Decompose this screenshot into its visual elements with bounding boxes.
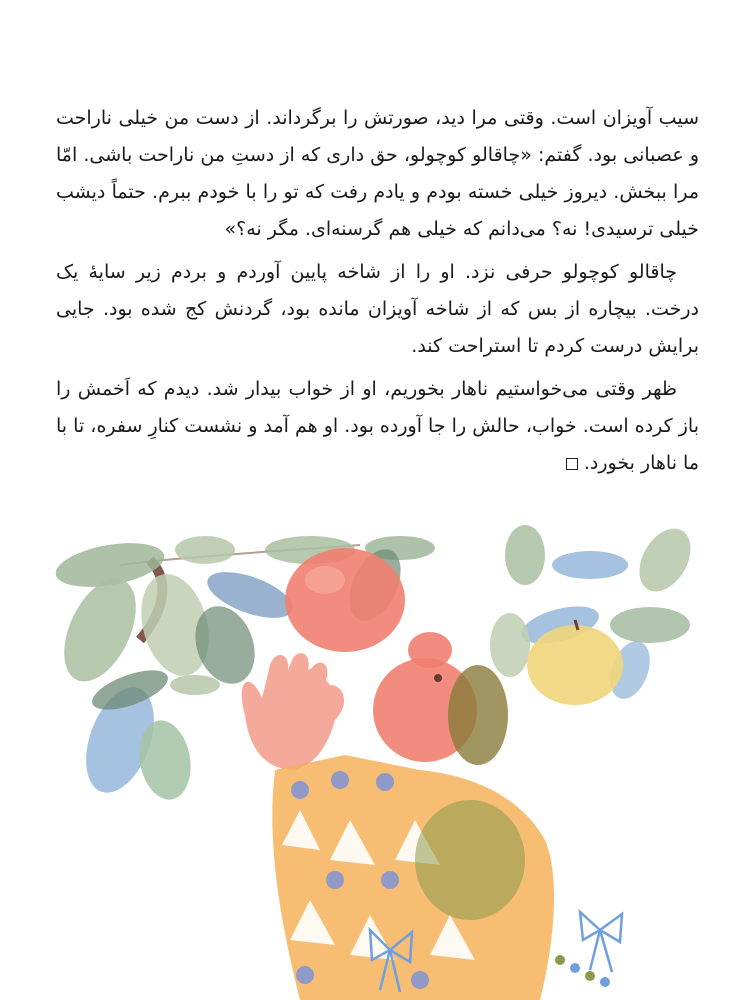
- body-shading: [415, 800, 525, 920]
- sleeve-dot: [326, 871, 344, 889]
- sleeve-dot: [411, 971, 429, 989]
- sleeve-dot: [331, 771, 349, 789]
- paragraph-3-text: ظهر وقتی می‌خواستیم ناهار بخوریم، او از خواب بیدار شد. دیدم که اَخمش را باز کرده است. خواب، حالش را جا آورده بود. او هم آمد و نشست کنارِ سفره، تا با ما ناهار بخورد.: [56, 378, 699, 474]
- bead: [600, 977, 610, 987]
- bead: [585, 971, 595, 981]
- paragraph-1: سیب آویزان است. وقتی مرا دید، صورتش را برگرداند. از دست من خیلی ناراحت و عصبانی بود. گفتم: «چاقالو کوچولو، حق داری که از دستِ من ناراحت باشی. امّا مرا ببخش. دیروز خیلی خسته بودم و یادم رفت که تو را با خودم ببرم. حتماً دیشب خیلی ترسیدی! نه؟ می‌دانم که خیلی هم گرسنه‌ای. مگر نه؟»: [56, 107, 699, 240]
- character-hair: [448, 665, 508, 765]
- red-apple-highlight: [305, 566, 345, 594]
- leaf: [505, 525, 545, 585]
- story-text: [56, 100, 699, 488]
- paragraph-3: [56, 371, 699, 482]
- paragraph-2: چاقالو کوچولو حرفی نزد. او را از شاخه پایین آوردم و بردم زیر سایهٔ یک درخت. بیچاره از بس که از شاخه آویزان مانده بود، گردنش کج شده بود. جایی برایش درست کردم تا استراحت کند.: [56, 261, 699, 357]
- leaf: [490, 613, 530, 677]
- sleeve-dot: [291, 781, 309, 799]
- leaf: [175, 536, 235, 564]
- character-hand: [242, 653, 344, 770]
- leaf: [170, 675, 220, 695]
- yellow-apple: [527, 625, 623, 705]
- sleeve-dot: [381, 871, 399, 889]
- character-eye: [434, 674, 442, 682]
- sleeve-dot: [376, 773, 394, 791]
- end-of-text-mark: [566, 458, 578, 470]
- leaf: [610, 607, 690, 643]
- story-illustration: [0, 520, 749, 1000]
- leaf: [629, 520, 701, 600]
- bead: [570, 963, 580, 973]
- leaf: [552, 551, 628, 579]
- red-apple: [285, 548, 405, 652]
- sleeve-dot: [296, 966, 314, 984]
- character-nose: [408, 632, 452, 668]
- bead: [555, 955, 565, 965]
- blue-bow: [580, 912, 622, 972]
